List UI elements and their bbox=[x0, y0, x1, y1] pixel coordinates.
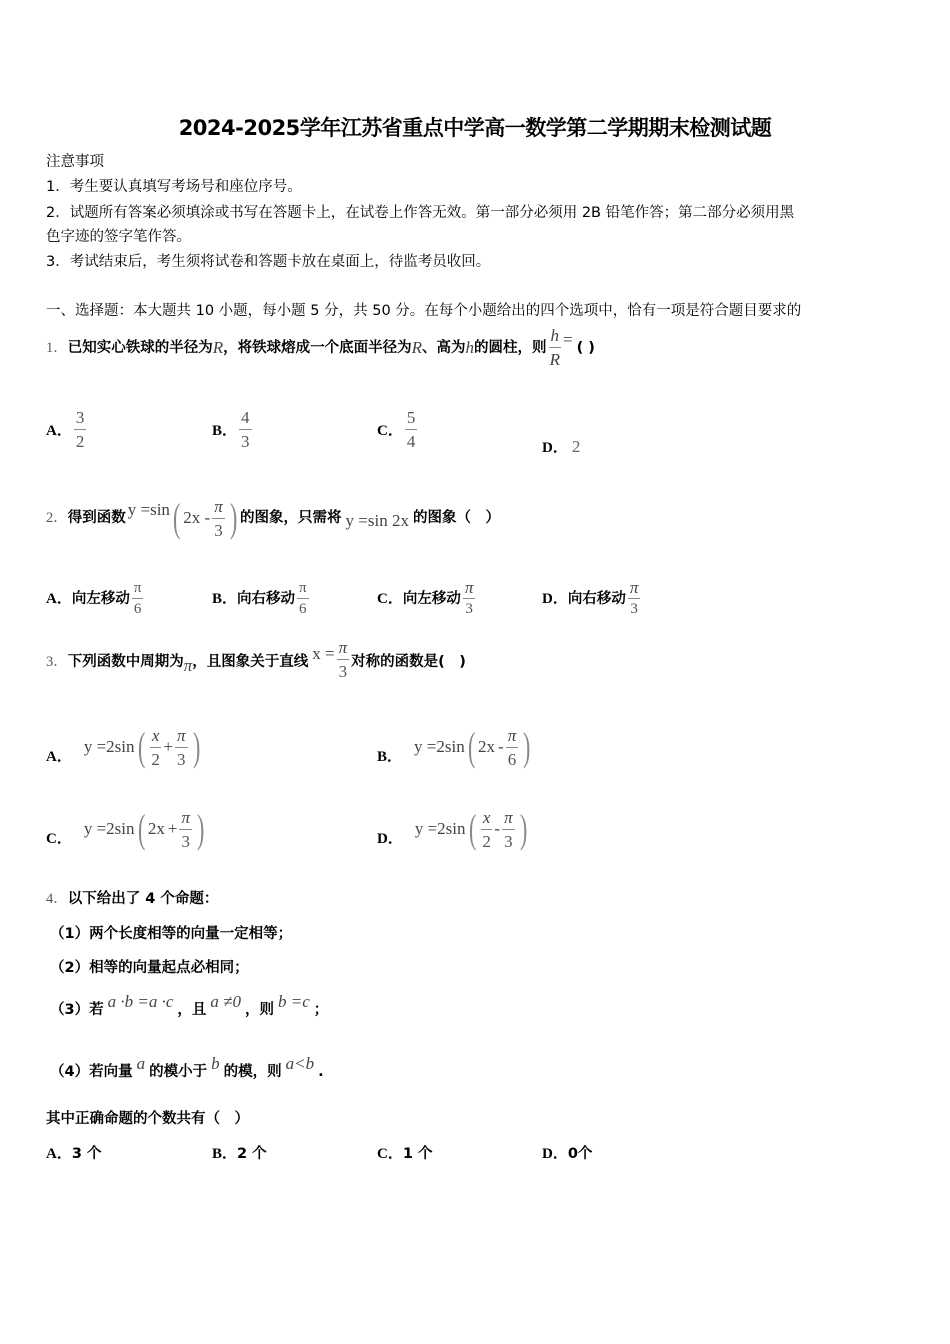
option-4d[interactable]: D．0个 bbox=[542, 1146, 593, 1162]
option-3b[interactable]: B． y =2sin ( 2x - $\frac{\pi}{6}$ ) bbox=[377, 724, 531, 769]
notice-heading: 注意事项 bbox=[46, 154, 104, 170]
section-heading: 一、选择题：本大题共 10 小题，每小题 5 分，共 50 分。在每个小题给出的四个选项中，恰有一项是符合题目要求的 bbox=[46, 303, 802, 319]
option-4b[interactable]: B．2 个 bbox=[212, 1146, 267, 1162]
option-1a[interactable]: A． $\frac{3}{2}$ bbox=[46, 408, 85, 451]
question-number: 1． bbox=[46, 339, 68, 356]
notice-item-2: 2．试题所有答案必须填涂或书写在答题卡上，在试卷上作答无效。第一部分必须用 2B 铅笔作答；第二部分必须用黑 bbox=[46, 205, 795, 221]
question-4-prompt: 其中正确命题的个数共有（ ） bbox=[46, 1111, 249, 1127]
option-2c[interactable]: C． 向左移动 $\frac{\pi}{3}$ bbox=[377, 578, 474, 617]
notice-item-1: 1．考生要认真填写考场号和座位序号。 bbox=[46, 179, 302, 195]
option-3c[interactable]: C． y =2sin ( 2x + $\frac{\pi}{3}$ ) bbox=[46, 806, 205, 851]
option-4a[interactable]: A．3 个 bbox=[46, 1146, 102, 1162]
option-1b[interactable]: B． $\frac{4}{3}$ bbox=[212, 408, 250, 451]
fraction-h-over-R: $\frac{h}{R}$ bbox=[549, 326, 560, 369]
option-3a[interactable]: A． y =2sin ( $\frac{x}{2}$ + $\frac{\pi}{3}$ ) bbox=[46, 724, 200, 769]
question-2: 2． 得到函数 y =sin ( 2x - $\frac{\pi}{3}$ ) 的图象，只需将 y =sin 2x 的图象（ ） bbox=[46, 495, 500, 540]
option-2b[interactable]: B． 向右移动 $\frac{\pi}{6}$ bbox=[212, 580, 307, 617]
option-4c[interactable]: C．1 个 bbox=[377, 1146, 433, 1162]
notice-item-2-cont: 色字迹的签字笔作答。 bbox=[46, 229, 191, 245]
notice-item-3: 3．考试结束后，考生须将试卷和答题卡放在桌面上，待监考员收回。 bbox=[46, 254, 491, 270]
question-3: 3． 下列函数中周期为 π ，且图象关于直线 x = $\frac{\pi}{3}$ 对称的函数是( ) bbox=[46, 637, 466, 681]
option-3d[interactable]: D． y =2sin ( $\frac{x}{2}$ - $\frac{\pi}{3}$ ) bbox=[377, 806, 527, 851]
option-1d[interactable]: D． 2 bbox=[542, 436, 581, 456]
proposition-4: （4） 若向量 a 的模小于 b 的模，则 a<b . bbox=[50, 1054, 324, 1080]
proposition-2: （2）相等的向量起点必相同； bbox=[50, 960, 249, 976]
option-1c[interactable]: C． $\frac{5}{4}$ bbox=[377, 408, 416, 451]
proposition-1: （1）两个长度相等的向量一定相等； bbox=[50, 926, 293, 942]
question-4: 4．以下给出了 4 个命题： bbox=[46, 891, 219, 907]
option-2a[interactable]: A． 向左移动 $\frac{\pi}{6}$ bbox=[46, 580, 142, 617]
page-title: 2024-2025学年江苏省重点中学高一数学第二学期期末检测试题 bbox=[178, 116, 772, 140]
proposition-3: （3） 若 a ·b =a ·c ，且 a ≠0 ，则 b =c ； bbox=[50, 992, 329, 1018]
option-2d[interactable]: D． 向右移动 $\frac{\pi}{3}$ bbox=[542, 578, 639, 617]
question-1: 1． 已知实心铁球的半径为 R ，将铁球熔成一个底面半径为 R 、高为 h 的圆柱，则 $\frac{h}{R}$ = ( ) bbox=[46, 326, 595, 369]
